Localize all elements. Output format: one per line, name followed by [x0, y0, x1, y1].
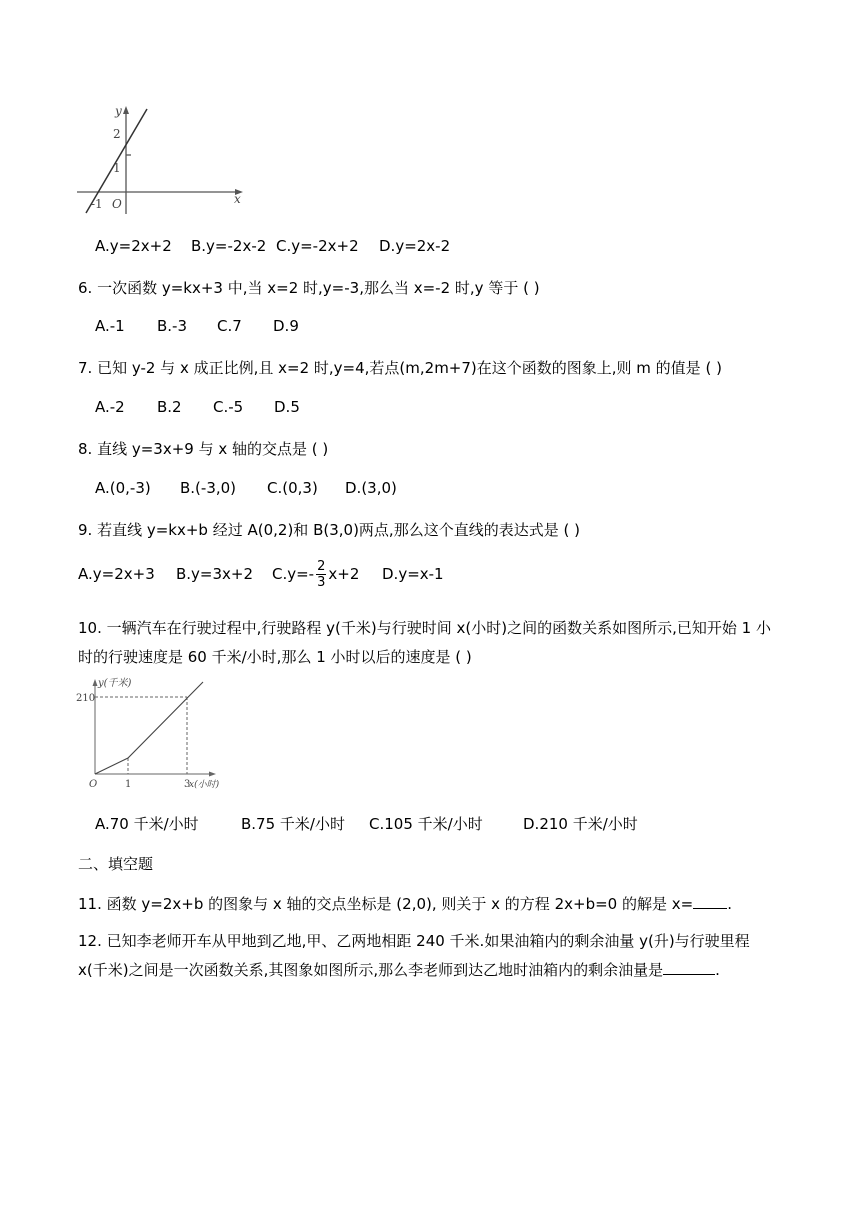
- q9-options: [78, 556, 444, 592]
- q6-question: 6. 一次函数 y=kx+3 中,当 x=2 时,y=-3,那么当 x=-2 时,y 等于 ( ): [78, 279, 540, 297]
- q8-option-a[interactable]: A.(0,-3): [95, 479, 151, 497]
- q5-option-c[interactable]: C.y=-2x+2: [276, 237, 359, 255]
- x-axis-label: x(小时): [189, 780, 220, 790]
- y-axis-label: y(千米): [98, 678, 132, 689]
- y-axis-arrow: [123, 106, 129, 114]
- y-axis-arrow: [93, 679, 98, 686]
- x-axis-arrow: [209, 772, 216, 777]
- q9-option-d[interactable]: D.y=x-1: [382, 565, 444, 583]
- q8-options: [95, 479, 397, 497]
- tick-label-1: 1: [113, 161, 121, 175]
- q8-question: 8. 直线 y=3x+9 与 x 轴的交点是 ( ): [78, 440, 329, 458]
- q8-option-b[interactable]: B.(-3,0): [180, 479, 237, 497]
- origin-label: O: [89, 779, 98, 790]
- q8-option-d[interactable]: D.(3,0): [345, 479, 397, 497]
- q9-option-b[interactable]: B.y=3x+2: [176, 565, 254, 583]
- q5-options: [95, 237, 450, 255]
- q9-option-a[interactable]: A.y=2x+3: [78, 565, 155, 583]
- q7-option-d[interactable]: D.5: [274, 398, 300, 416]
- q9-option-c-prefix: C.y=-: [272, 564, 315, 583]
- q7-options: [95, 398, 300, 416]
- y-axis-label: y: [115, 104, 122, 118]
- q11-answer-blank[interactable]: [693, 894, 727, 909]
- tick-label-210: 210: [76, 693, 96, 704]
- q9-option-c-suffix: x+2: [328, 564, 360, 583]
- fraction-denominator: 3: [317, 574, 326, 590]
- origin-label: O: [112, 197, 122, 211]
- q12-answer-blank[interactable]: [663, 960, 715, 975]
- q5-option-d[interactable]: D.y=2x-2: [379, 237, 451, 255]
- q10-option-a[interactable]: A.70 千米/小时: [95, 815, 199, 833]
- tick-label-3: 3: [184, 779, 191, 790]
- q6-option-a[interactable]: A.-1: [95, 317, 125, 335]
- tick-label-neg1: -1: [91, 197, 103, 211]
- q12-period: .: [715, 961, 720, 979]
- q10-options: [95, 813, 638, 834]
- distance-time-graph: [75, 672, 230, 794]
- q10-option-c[interactable]: C.105 千米/小时: [369, 815, 483, 833]
- q10-option-b[interactable]: B.75 千米/小时: [241, 815, 345, 833]
- tick-label-2: 2: [113, 127, 121, 141]
- q8-option-c[interactable]: C.(0,3): [267, 479, 318, 497]
- q12-question: [78, 927, 784, 985]
- q5-option-b[interactable]: B.y=-2x-2: [191, 237, 267, 255]
- x-axis-label: x: [234, 192, 241, 206]
- q11-period: .: [727, 895, 732, 913]
- q7-option-b[interactable]: B.2: [157, 398, 182, 416]
- q7-option-a[interactable]: A.-2: [95, 398, 125, 416]
- q7-option-c[interactable]: C.-5: [213, 398, 244, 416]
- q9-option-c[interactable]: [272, 559, 382, 590]
- q12-text: 12. 已知李老师开车从甲地到乙地,甲、乙两地相距 240 千米.如果油箱内的剩余油量 y(升)与行驶里程 x(千米)之间是一次函数关系,其图象如图所示,那么李老师到达乙地时油箱内的剩余油量是: [78, 932, 750, 979]
- q9-option-c-fraction: [316, 559, 326, 590]
- q9-question: 9. 若直线 y=kx+b 经过 A(0,2)和 B(3,0)两点,那么这个直线的表达式是 ( ): [78, 521, 580, 539]
- q10-question: 10. 一辆汽车在行驶过程中,行驶路程 y(千米)与行驶时间 x(小时)之间的函数关系如图所示,已知开始 1 小时的行驶速度是 60 千米/小时,那么 1 小时以后的速度是 ( ): [78, 619, 771, 666]
- fraction-numerator: 2: [317, 558, 326, 574]
- q7-question: 7. 已知 y-2 与 x 成正比例,且 x=2 时,y=4,若点(m,2m+7)在这个函数的图象上,则 m 的值是 ( ): [78, 359, 722, 377]
- q5-option-a[interactable]: A.y=2x+2: [95, 237, 172, 255]
- tick-label-1: 1: [125, 779, 132, 790]
- q10-option-d[interactable]: D.210 千米/小时: [523, 815, 638, 833]
- section-title-fill-in: 二、填空题: [78, 855, 154, 873]
- q11-text: 11. 函数 y=2x+b 的图象与 x 轴的交点坐标是 (2,0), 则关于 x 的方程 2x+b=0 的解是 x=: [78, 895, 694, 913]
- q6-option-d[interactable]: D.9: [273, 317, 299, 335]
- q11-question: [78, 893, 732, 914]
- q6-option-b[interactable]: B.-3: [157, 317, 188, 335]
- linear-function-graph: [75, 100, 250, 218]
- q6-option-c[interactable]: C.7: [217, 317, 242, 335]
- q6-options: [95, 317, 299, 335]
